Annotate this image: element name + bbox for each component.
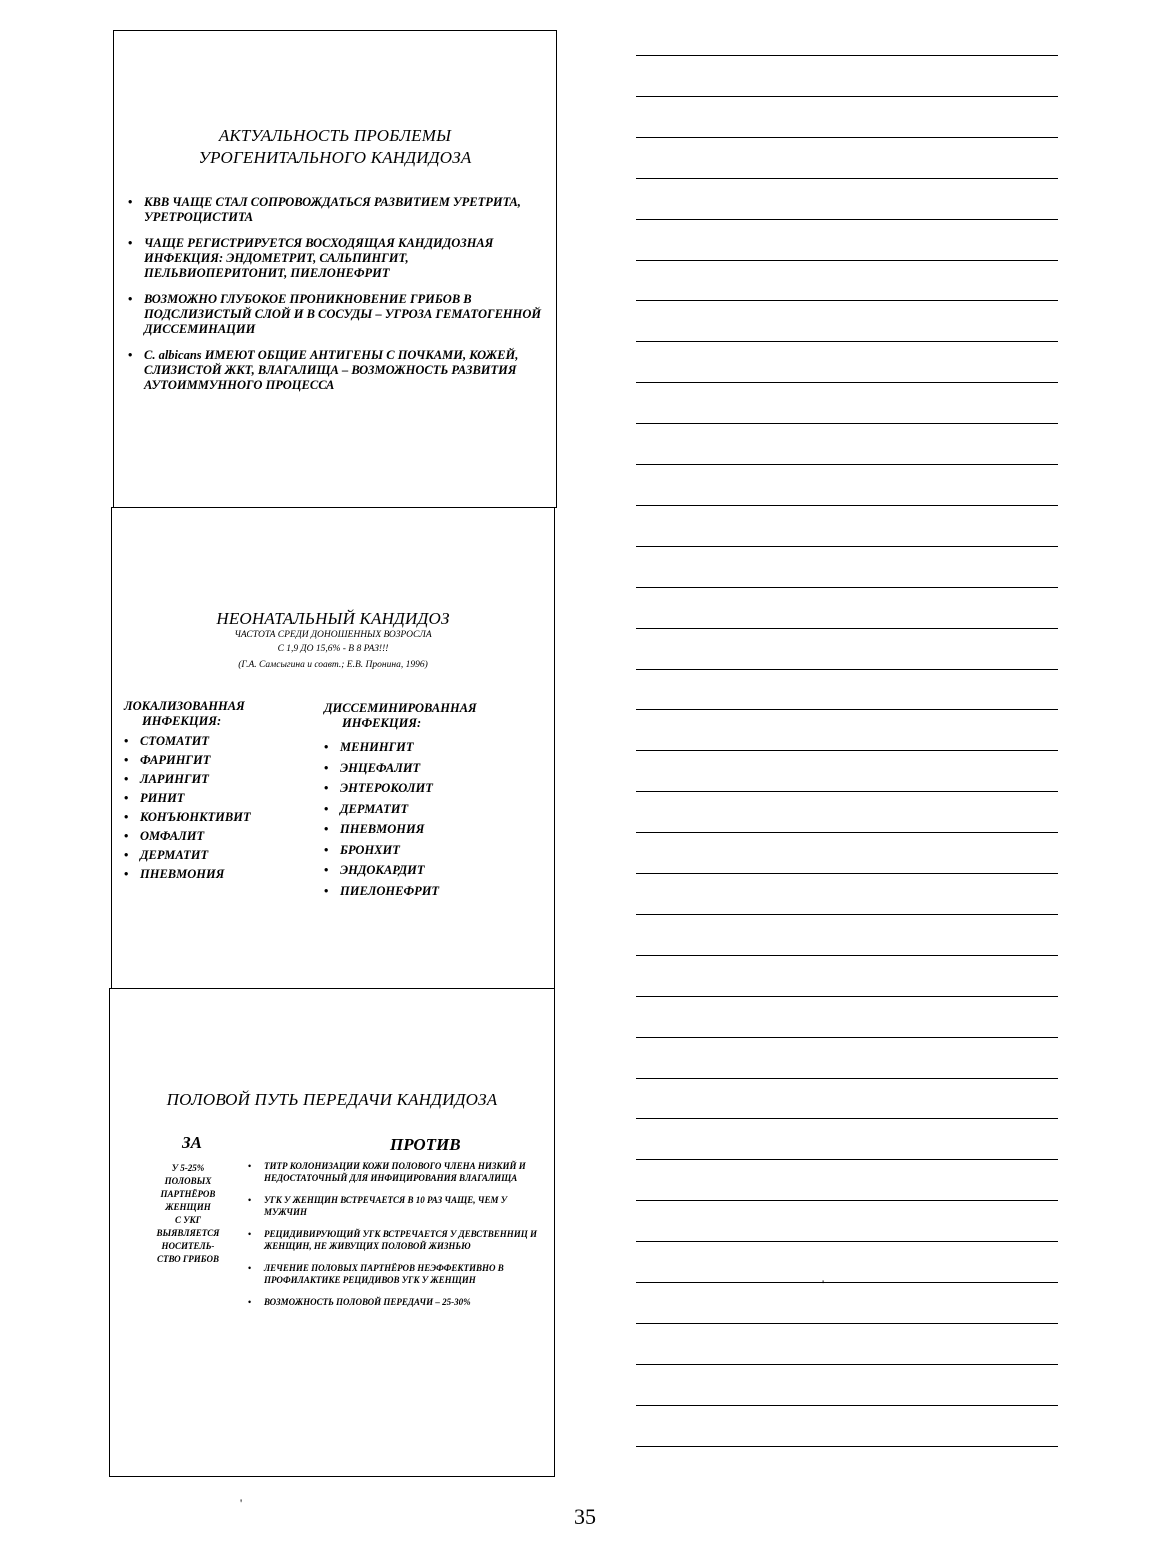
note-line: [636, 423, 1058, 424]
bullet-item: • ВОЗМОЖНО ГЛУБОКОЕ ПРОНИКНОВЕНИЕ ГРИБОВ В ПОДСЛИЗИСТЫЙ СЛОЙ И В СОСУДЫ – УГРОЗА ГЕМАТОГЕННОЙ ДИССЕМИНАЦИИ: [116, 292, 546, 337]
list-item: • ВОЗМОЖНОСТЬ ПОЛОВОЙ ПЕРЕДАЧИ – 25-30%: [228, 1296, 548, 1308]
note-line: [636, 1323, 1058, 1324]
note-line: [636, 1118, 1058, 1119]
note-line: [636, 996, 1058, 997]
slide-subtitle: ЧАСТОТА СРЕДИ ДОНОШЕННЫХ ВОЗРОСЛА: [234, 630, 432, 640]
note-line: [636, 1241, 1058, 1242]
list-item: • ДЕРМАТИТ: [112, 846, 251, 865]
slide-title: НЕОНАТАЛЬНЫЙ КАНДИДОЗ: [216, 609, 450, 628]
note-line: [636, 709, 1058, 710]
slide-title: АКТУАЛЬНОСТЬ ПРОБЛЕМЫ УРОГЕНИТАЛЬНОГО КАНДИДОЗА: [198, 126, 472, 167]
note-line: [636, 1364, 1058, 1365]
localized-infection-header: ЛОКАЛИЗОВАННАЯ ИНФЕКЦИЯ:: [124, 699, 245, 728]
note-line: [636, 137, 1058, 138]
slide-source: (Г.А. Самсыгина и соавт.; Е.В. Пронина, 1996): [238, 660, 428, 670]
list-item: • ФАРИНГИТ: [112, 751, 251, 770]
note-line: [636, 1078, 1058, 1079]
note-line: [636, 178, 1058, 179]
note-line: [636, 791, 1058, 792]
bullet-item: • C. albicans ИМЕЮТ ОБЩИЕ АНТИГЕНЫ С ПОЧКАМИ, КОЖЕЙ, СЛИЗИСТОЙ ЖКТ, ВЛАГАЛИЩА – ВОЗМОЖНОСТЬ РАЗВИТИЯ АУТОИММУННОГО ПРОЦЕССА: [116, 348, 546, 393]
note-line: [636, 955, 1058, 956]
list-item: • ОМФАЛИТ: [112, 827, 251, 846]
note-line: [636, 55, 1058, 56]
bullet-list: [116, 195, 546, 404]
slide-subtitle-stat: С 1,9 ДО 15,6% - В 8 РАЗ!!!: [277, 644, 389, 654]
note-line: [636, 1200, 1058, 1201]
print-speck: ': [822, 1277, 825, 1291]
note-line: [636, 382, 1058, 383]
for-argument: У 5-25% ПОЛОВЫХ ПАРТНЁРОВ ЖЕНЩИН С УКГ ВЫЯВЛЯЕТСЯ НОСИТЕЛЬ- СТВО ГРИБОВ: [156, 1163, 220, 1264]
note-line: [636, 260, 1058, 261]
print-speck: ': [240, 1496, 243, 1510]
bullet-item: • КВВ ЧАЩЕ СТАЛ СОПРОВОЖДАТЬСЯ РАЗВИТИЕМ УРЕТРИТА, УРЕТРОЦИСТИТА: [116, 195, 546, 225]
list-item: • ЭНТЕРОКОЛИТ: [312, 778, 439, 799]
note-line: [636, 1037, 1058, 1038]
list-item: • СТОМАТИТ: [112, 732, 251, 751]
note-line: [636, 1446, 1058, 1447]
list-item: • КОНЪЮНКТИВИТ: [112, 808, 251, 827]
disseminated-infection-header: ДИССЕМИНИРОВАННАЯ ИНФЕКЦИЯ:: [324, 701, 477, 730]
page-number: 35: [574, 1504, 596, 1529]
list-item: • ДЕРМАТИТ: [312, 799, 439, 820]
list-item: • ТИТР КОЛОНИЗАЦИИ КОЖИ ПОЛОВОГО ЧЛЕНА НИЗКИЙ И НЕДОСТАТОЧНЫЙ ДЛЯ ИНФИЦИРОВАНИЯ ВЛАГАЛИЩА: [228, 1160, 548, 1184]
slide-urogenital-candidiasis: [113, 30, 557, 508]
list-item: • БРОНХИТ: [312, 840, 439, 861]
list-item: • ПНЕВМОНИЯ: [112, 865, 251, 884]
note-line: [636, 914, 1058, 915]
list-item: • ПНЕВМОНИЯ: [312, 819, 439, 840]
list-item: • ЭНДОКАРДИТ: [312, 860, 439, 881]
note-line: [636, 669, 1058, 670]
against-list: [228, 1160, 548, 1318]
note-line: [636, 750, 1058, 751]
slide-title: ПОЛОВОЙ ПУТЬ ПЕРЕДАЧИ КАНДИДОЗА: [166, 1090, 498, 1109]
note-line: [636, 341, 1058, 342]
note-line: [636, 219, 1058, 220]
note-line: [636, 832, 1058, 833]
note-line: [636, 505, 1058, 506]
list-item: • РЕЦИДИВИРУЮЩИЙ УГК ВСТРЕЧАЕТСЯ У ДЕВСТВЕННИЦ И ЖЕНЩИН, НЕ ЖИВУЩИХ ПОЛОВОЙ ЖИЗНЬЮ: [228, 1228, 548, 1252]
note-line: [636, 96, 1058, 97]
list-item: • ЭНЦЕФАЛИТ: [312, 758, 439, 779]
list-item: • ЛЕЧЕНИЕ ПОЛОВЫХ ПАРТНЁРОВ НЕЭФФЕКТИВНО В ПРОФИЛАКТИКЕ РЕЦИДИВОВ УГК У ЖЕНЩИН: [228, 1262, 548, 1286]
note-line: [636, 587, 1058, 588]
for-heading: ЗА: [182, 1133, 202, 1152]
against-heading: ПРОТИВ: [390, 1135, 461, 1154]
note-line: [636, 628, 1058, 629]
slide-neonatal-candidiasis: [111, 507, 555, 989]
note-line: [636, 1282, 1058, 1283]
list-item: • ПИЕЛОНЕФРИТ: [312, 881, 439, 902]
note-line: [636, 1159, 1058, 1160]
note-line: [636, 464, 1058, 465]
list-item: • УГК У ЖЕНЩИН ВСТРЕЧАЕТСЯ В 10 РАЗ ЧАЩЕ, ЧЕМ У МУЖЧИН: [228, 1194, 548, 1218]
disseminated-infection-list: [312, 737, 439, 901]
list-item: • РИНИТ: [112, 789, 251, 808]
list-item: • ЛАРИНГИТ: [112, 770, 251, 789]
slide-sexual-transmission: [109, 988, 555, 1477]
bullet-item: • ЧАЩЕ РЕГИСТРИРУЕТСЯ ВОСХОДЯЩАЯ КАНДИДОЗНАЯ ИНФЕКЦИЯ: ЭНДОМЕТРИТ, САЛЬПИНГИТ, ПЕЛЬВИОПЕРИТОНИТ, ПИЕЛОНЕФРИТ: [116, 236, 546, 281]
localized-infection-list: [112, 732, 251, 884]
list-item: • МЕНИНГИТ: [312, 737, 439, 758]
note-line: [636, 546, 1058, 547]
note-line: [636, 873, 1058, 874]
note-line: [636, 1405, 1058, 1406]
note-line: [636, 300, 1058, 301]
